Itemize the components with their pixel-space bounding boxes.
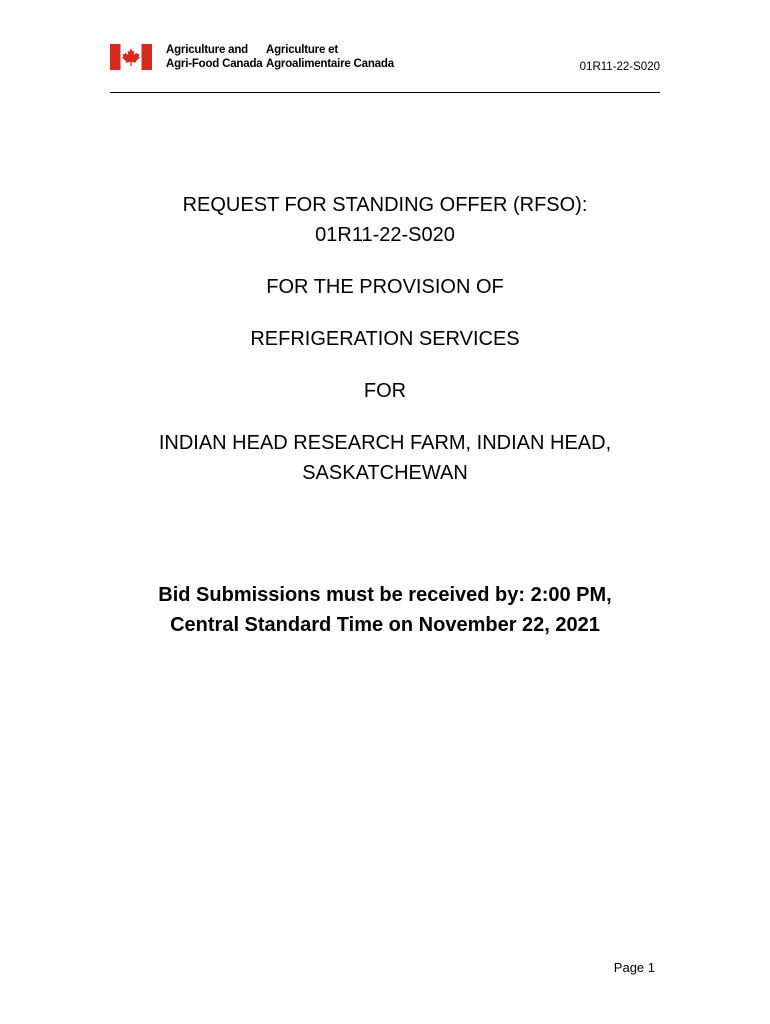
document-header [110, 40, 660, 93]
document-title [0, 190, 770, 488]
title-line-rfso: REQUEST FOR STANDING OFFER (RFSO): [182, 194, 588, 216]
canada-flag-icon [110, 44, 152, 70]
title-line-province: SASKATCHEWAN [302, 462, 468, 484]
title-line-services: REFRIGERATION SERVICES [250, 328, 520, 350]
title-line-provision: FOR THE PROVISION OF [266, 276, 504, 298]
submission-deadline [0, 580, 770, 640]
header-document-number: 01R11-22-S020 [579, 61, 660, 73]
department-en-line-2: Agri-Food Canada [166, 58, 263, 70]
department-en-line-1: Agriculture and [166, 44, 248, 56]
page-number: Page 1 [613, 960, 655, 975]
department-fr-line-2: Agroalimentaire Canada [266, 58, 394, 70]
title-line-number: 01R11-22-S020 [315, 224, 455, 246]
title-line-location: INDIAN HEAD RESEARCH FARM, INDIAN HEAD, [158, 432, 612, 454]
deadline-line-1: Bid Submissions must be received by: 2:00 PM, [158, 584, 612, 606]
department-fr-line-1: Agriculture et [266, 44, 338, 56]
title-line-for: FOR [363, 380, 407, 402]
department-name-french [266, 43, 394, 71]
department-name-english [166, 43, 262, 71]
deadline-line-2: Central Standard Time on November 22, 2021 [170, 614, 600, 636]
